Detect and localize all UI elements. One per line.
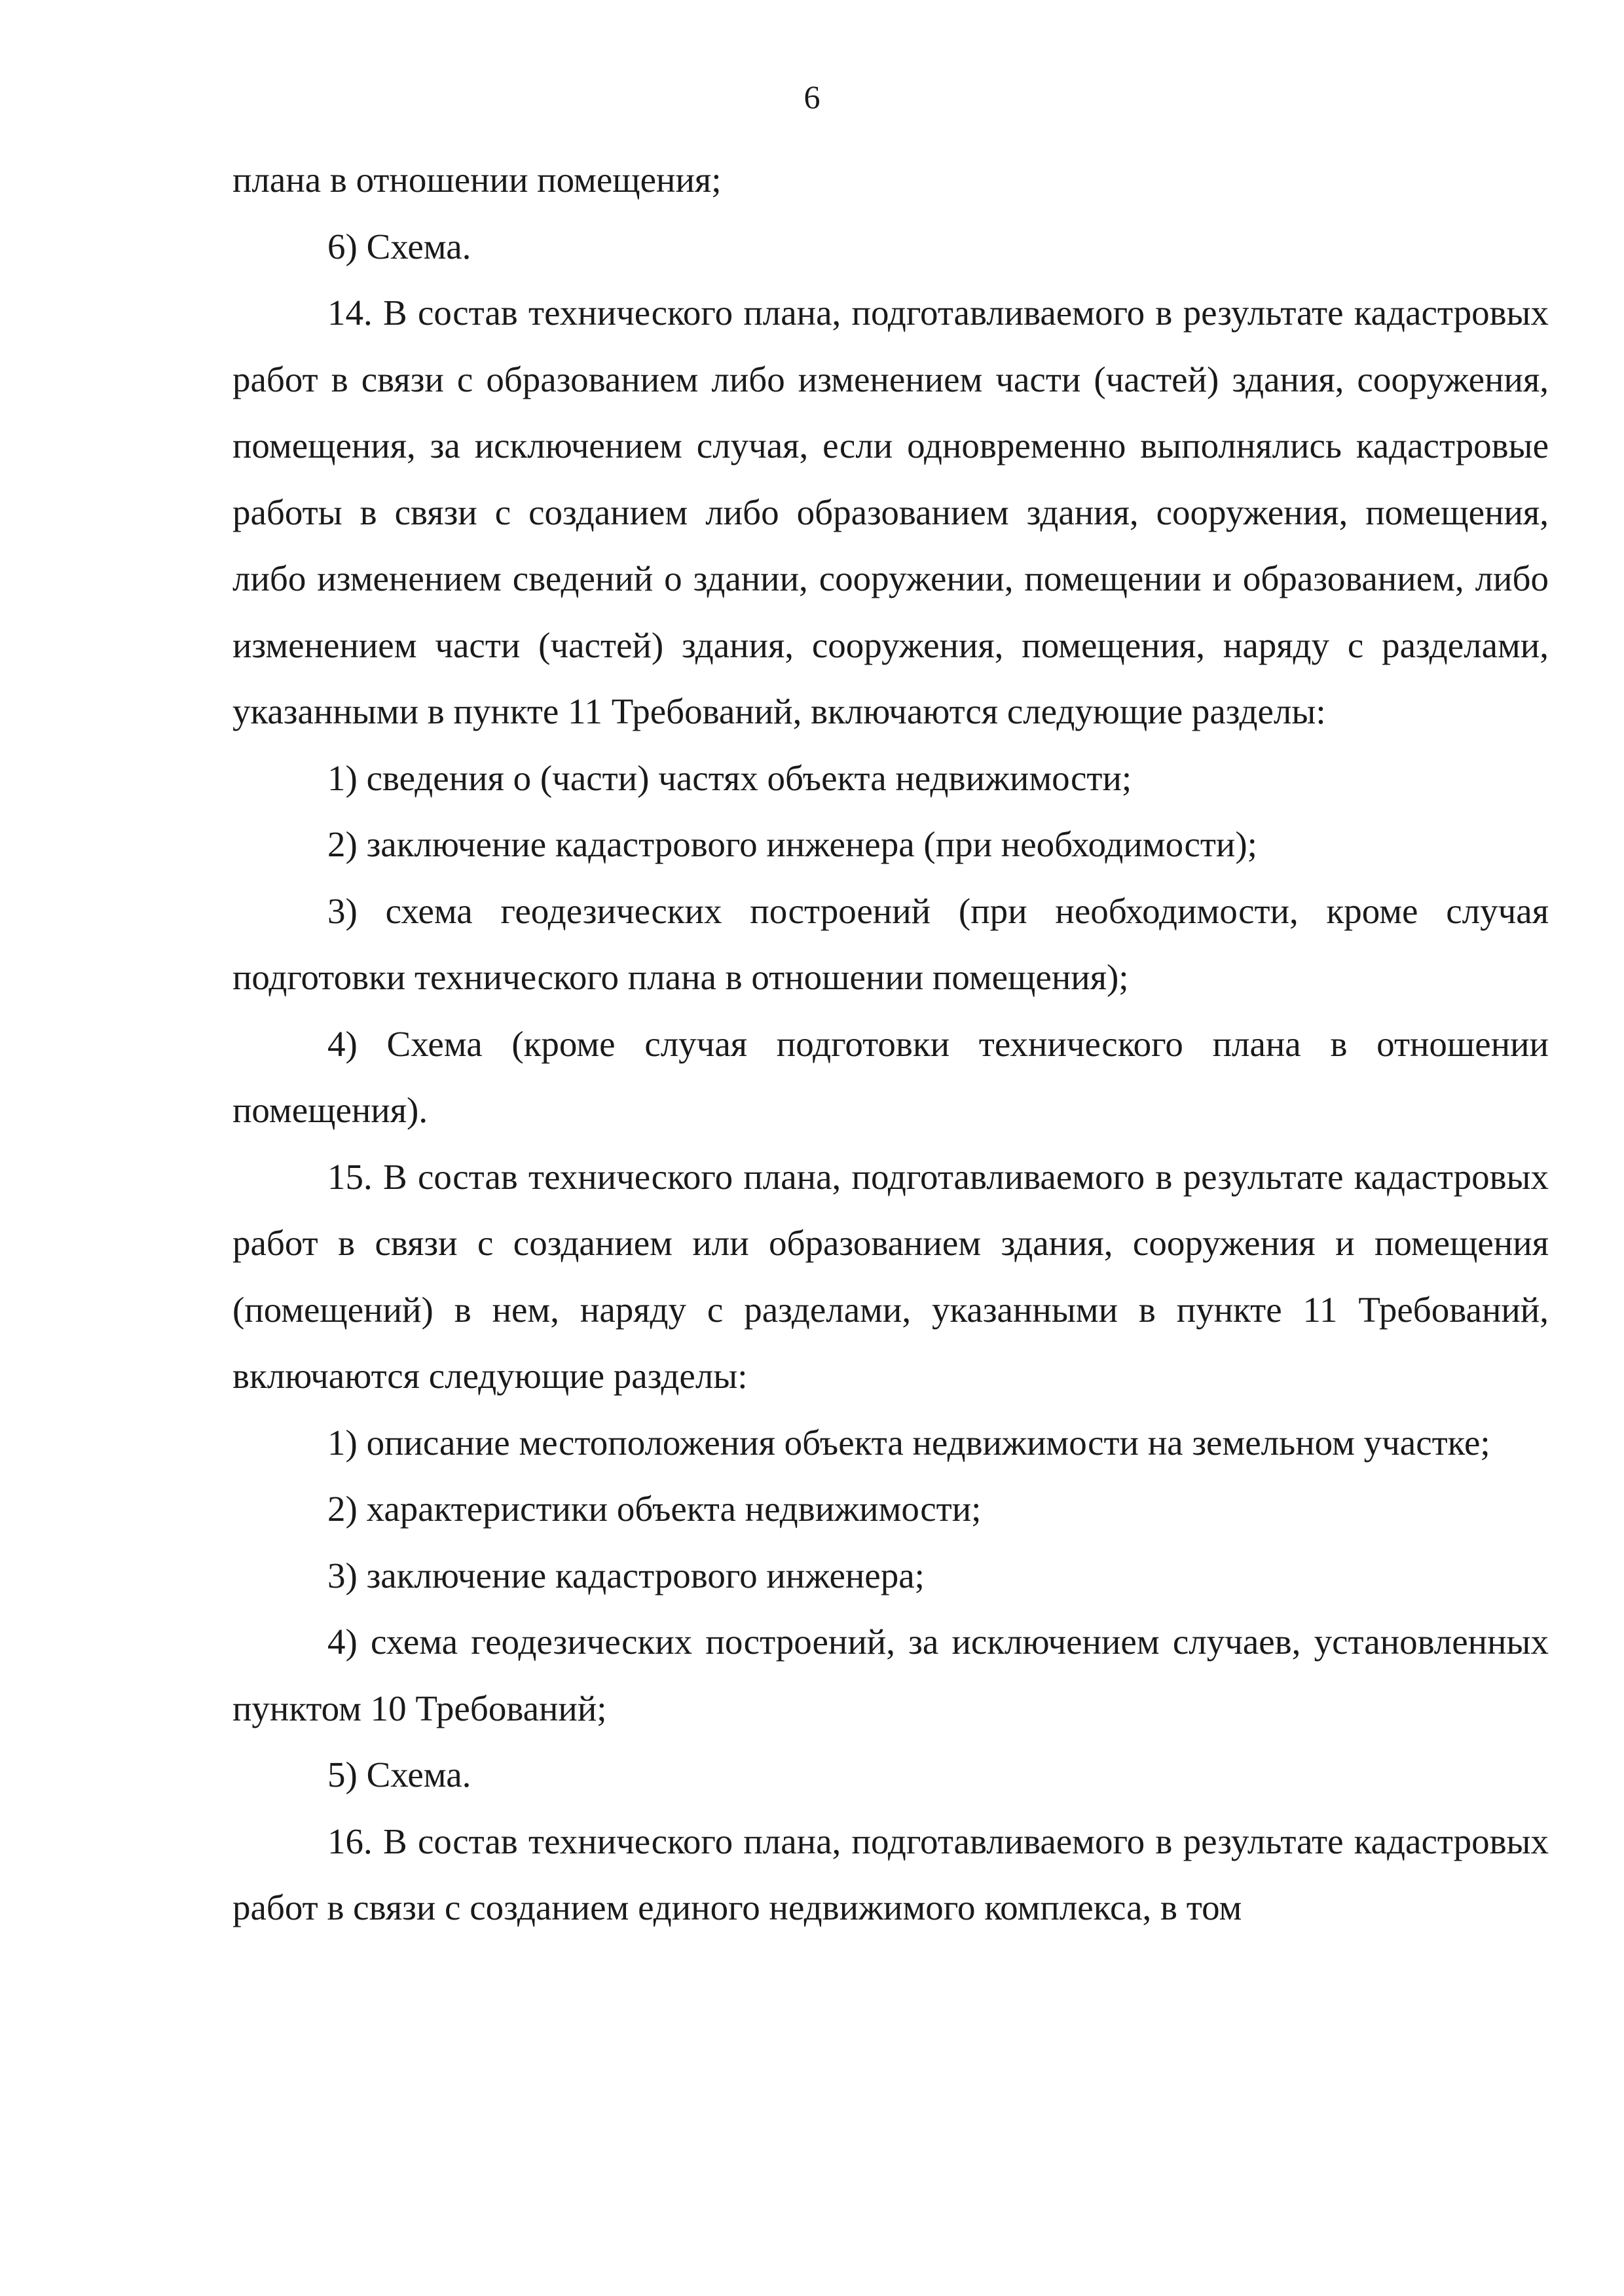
clause-15-item-3: 3) заключение кадастрового инженера; bbox=[327, 1555, 925, 1595]
clause-15: 15. В состав технического плана, подготавливаемого в результате кадастровых работ в связи с созданием или образованием здания, сооружения и помещения (помещений) в нем, наряду с разделами, указанными в пункте 11 Требований, включаются следующие разделы: bbox=[232, 1156, 1549, 1396]
clause-14: 14. В состав технического плана, подготавливаемого в результате кадастровых работ в связи с образованием либо изменением части (частей) здания, сооружения, помещения, за исключением случая, если одновременно выполнялись кадастровые работы в связи с созданием либо образованием здания, сооружения, помещения, либо изменением сведений о здании, сооружении, помещении и образованием, либо изменением части (частей) здания, сооружения, помещения, наряду с разделами, указанными в пункте 11 Требований, включаются следующие разделы: bbox=[232, 293, 1549, 731]
clause-15-item-2: 2) характеристики объекта недвижимости; bbox=[327, 1489, 982, 1529]
clause-14-item-2: 2) заключение кадастрового инженера (при необходимости); bbox=[327, 824, 1257, 864]
clause-14-item-3: 3) схема геодезических построений (при необходимости, кроме случая подготовки технического плана в отношении помещения); bbox=[232, 890, 1549, 997]
clause-14-item-4: 4) Схема (кроме случая подготовки технического плана в отношении помещения). bbox=[232, 1023, 1549, 1130]
clause-15-item-4: 4) схема геодезических построений, за исключением случаев, установленных пунктом 10 Требований; bbox=[232, 1622, 1549, 1728]
clause-15-item-5: 5) Схема. bbox=[327, 1755, 471, 1795]
document-body bbox=[232, 147, 1549, 1941]
clause-16: 16. В состав технического плана, подготавливаемого в результате кадастровых работ в связи с созданием единого недвижимого комплекса, в том bbox=[232, 1821, 1549, 1927]
list-item-6-scheme: 6) Схема. bbox=[327, 226, 471, 266]
clause-14-item-1: 1) сведения о (части) частях объекта недвижимости; bbox=[327, 757, 1132, 798]
page-number: 6 bbox=[803, 79, 821, 115]
paragraph-continuation: плана в отношении помещения; bbox=[232, 160, 722, 200]
clause-15-item-1: 1) описание местоположения объекта недвижимости на земельном участке; bbox=[327, 1422, 1490, 1463]
